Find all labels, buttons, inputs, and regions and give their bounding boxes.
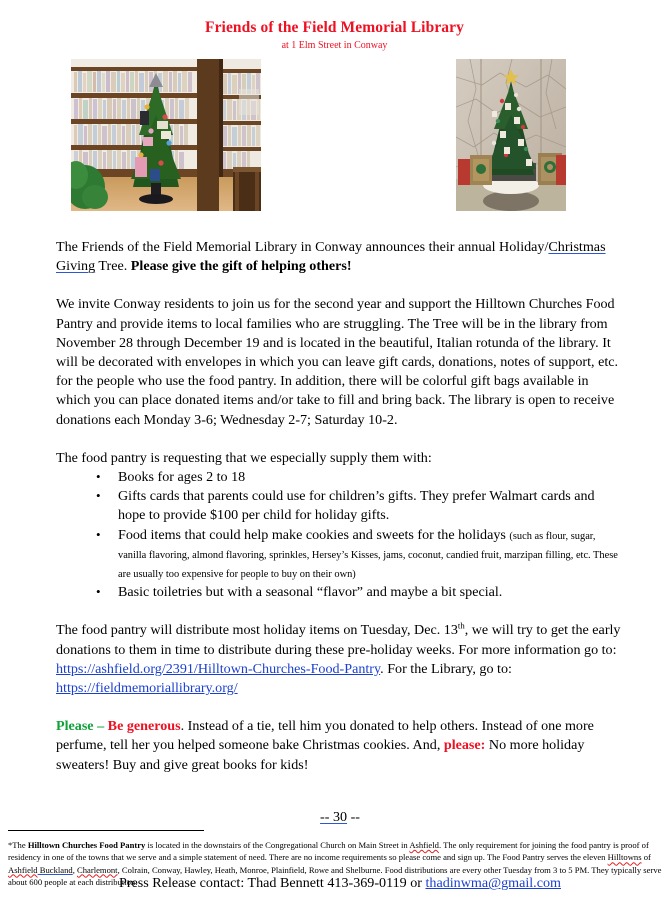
distribution-paragraph [56, 621, 624, 698]
appeal-text-part1: . Instead of a tie, tell him you donated to help others. Instead of one more perfume, tell her you helped someone bake Christmas cookies. And, [56, 718, 594, 754]
paragraph-spacer [56, 775, 624, 794]
appeal-green-lead: Please – [56, 718, 108, 735]
paragraph-spacer [56, 698, 624, 717]
footnote-town-buckland: Buckland [37, 864, 73, 875]
press-contact-label: Press Release contact: Thad Bennett 413-369-0119 or [119, 875, 426, 892]
list-intro-paragraph: The food pantry is requesting that we especially supply them with: [56, 449, 432, 466]
list-item-text: Books for ages 2 to 18 [118, 469, 246, 486]
distribution-text-part2: , we will try to get the early donations to them in time to distribute during these pre-holiday weeks. For more information go to: [56, 622, 621, 658]
list-item-text: Basic toiletries but with a seasonal “flavor” and maybe a bit special. [118, 584, 503, 601]
list-item-note: (such as flour, sugar, vanilla flavoring, almond flavoring, sprinkles, Hersey’s Kisses, jams, coconut, candied fruit, marzipan filling, etc. These are usually too expensive for people to buy on their own) [118, 530, 618, 581]
intro-text-part1: The Friends of the Field Memorial Library in Conway announces their annual Holiday/ [56, 239, 549, 255]
details-paragraph: We invite Conway residents to join us for the second year and support the Hilltown Churches Food Pantry and provide items to local families who are struggling. The Tree will be in the library from November 28 through December 19 and is located in the beautiful, Italian rotunda of the library. It will be decorated with envelopes in which you can leave gift cards, donations, notes of support, etc. for the people who use the food pantry. In addition, there will be colorful gift bags available in which you can place donated items and/or take to fill and bring back. The library is open to receive donations each Monday 3-6; Wednesday 2-7; Saturday 10-2. [56, 296, 619, 428]
intro-paragraph [56, 238, 624, 276]
footnote-org-name: Hilltown Churches Food Pantry [27, 840, 146, 850]
page-title: Friends of the Field Memorial Library [205, 19, 464, 36]
intro-text-part2: Tree. [95, 258, 131, 275]
footnote-segment-3: of [641, 852, 651, 863]
footnote-town-ashfield-1: Ashfield [409, 840, 439, 850]
footnote-section [8, 830, 662, 888]
rotunda-christmas-tree-photo [456, 59, 566, 211]
footnote-segment-5: , Colrain, Conway, Hawley, Heath, Monroe, Plainfield, Rowe and Shelburne. Food distributions are every other Tuesday from 3 to 5 PM. They typically serve about 600 people at each distribution. [8, 864, 662, 887]
intro-call-to-action: Please give the gift of helping others! [130, 258, 352, 275]
appeal-red-lead: Be generous [107, 718, 181, 735]
list-item [96, 583, 624, 602]
paragraph-spacer [56, 602, 624, 621]
list-item [96, 487, 624, 525]
library-website-link[interactable]: https://fieldmemoriallibrary.org/ [56, 680, 238, 697]
date-ordinal-suffix: th [457, 620, 465, 631]
photo-row [0, 59, 669, 219]
footnote-divider [8, 830, 204, 831]
christmas-giving-underlined: Christmas Giving [56, 239, 606, 275]
page-subtitle: at 1 Elm Street in Conway [281, 39, 388, 51]
document-body [56, 238, 624, 908]
footnote-segment-4: , [72, 864, 77, 875]
end-mark-trailing: -- [347, 808, 360, 825]
footnote-asterisk: * [8, 840, 13, 850]
paragraph-spacer [56, 430, 624, 449]
list-item-text: Food items that could help make cookies and sweets for the holidays [118, 526, 510, 543]
end-mark-underlined: -- 30 [320, 808, 348, 825]
footnote-segment-1: is located in the downstairs of the Congregational Church on Main Street in [145, 840, 410, 850]
requested-items-list [56, 468, 624, 602]
appeal-text-part2: No more holiday sweaters! Buy and give great books for kids! [56, 737, 585, 773]
contact-email-link[interactable]: thadinwma@gmail.com [425, 875, 561, 892]
list-item [96, 526, 624, 584]
distribution-text-part1: The food pantry will distribute most holiday items on Tuesday, Dec. 13 [56, 622, 458, 639]
footnote-town-charlemont: Charlemont [77, 864, 118, 875]
footnote-segment-2: . The only requirement for joining the food pantry is proof of residency in one of the towns that we serve and a simple statement of need. There are no income requirements so please come and sign up. The Food Pantry serves the eleven [8, 840, 649, 863]
footnote-text [8, 839, 662, 888]
list-item-text: Gifts cards that parents could use for children’s gifts. They prefer Walmart cards and hope to provide $100 per child for holiday gifts. [118, 488, 595, 524]
appeal-paragraph [56, 717, 624, 775]
library-christmas-tree-photo [71, 59, 261, 211]
appeal-red-please: please: [443, 737, 486, 754]
footnote-town-ashfield-2: Ashfield [8, 864, 38, 875]
end-mark [56, 808, 624, 827]
footnote-lead-plain: The [12, 840, 28, 850]
paragraph-spacer [56, 276, 624, 295]
distribution-text-part3: . For the Library, go to: [380, 660, 512, 677]
list-item [96, 468, 624, 487]
food-pantry-link[interactable]: https://ashfield.org/2391/Hilltown-Churches-Food-Pantry [56, 660, 381, 677]
footnote-word-hilltowns: Hilltowns [607, 852, 642, 863]
